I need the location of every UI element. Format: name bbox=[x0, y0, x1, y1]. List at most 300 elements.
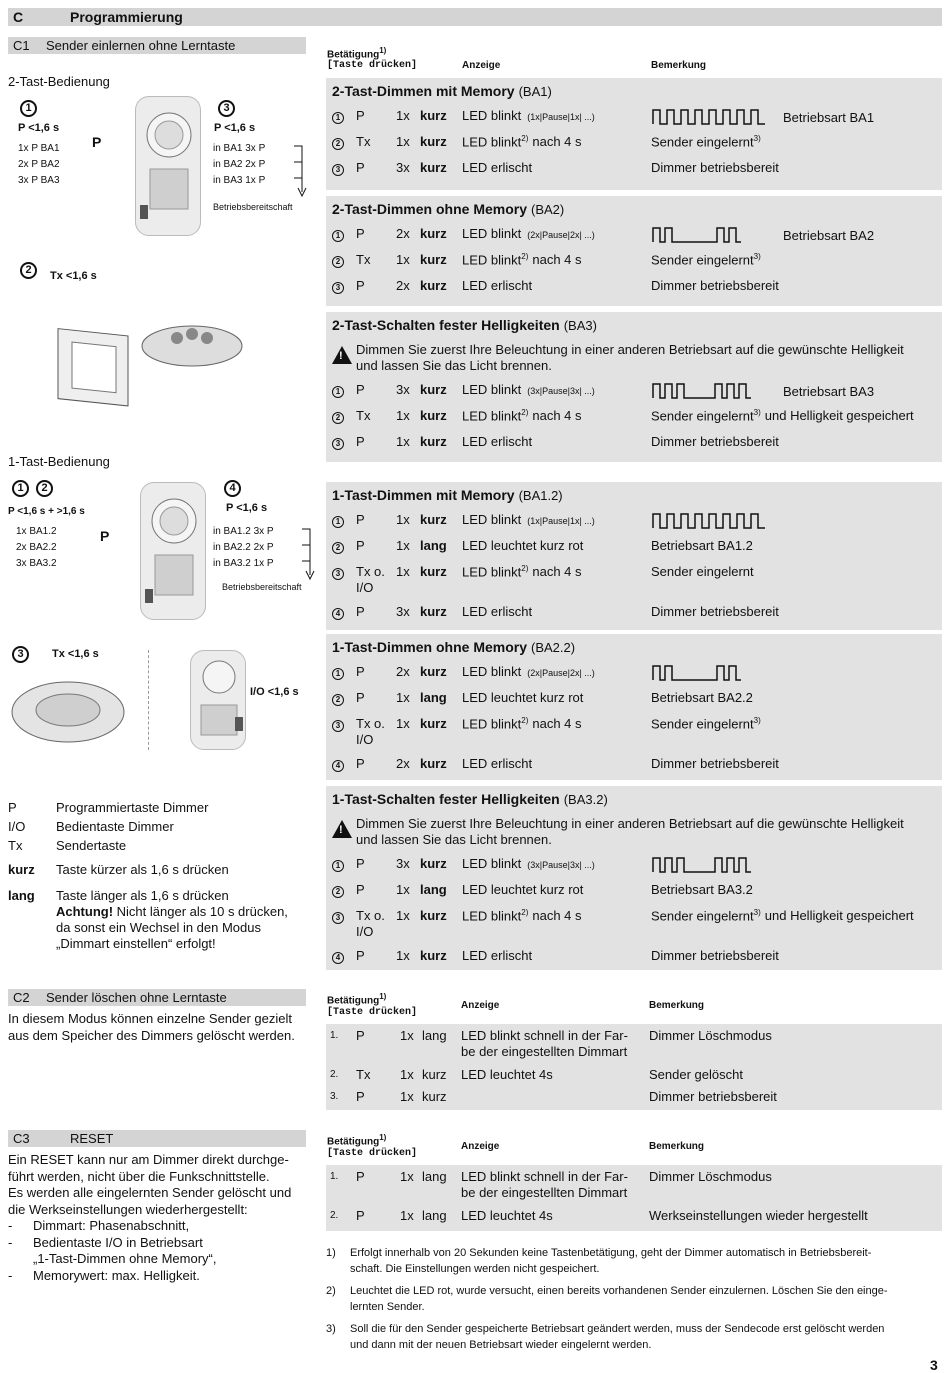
col-anzeige: Anzeige bbox=[462, 60, 501, 71]
c3-line: die Werkseinstellungen wiederhergestellt: bbox=[8, 1201, 248, 1217]
row-display bbox=[462, 756, 532, 771]
two-key-heading: 2-Tast-Bedienung bbox=[8, 74, 110, 89]
step-3-icon: 3 bbox=[332, 282, 344, 294]
row-remark bbox=[651, 716, 761, 731]
row-display-text: LED leuchtet kurz rot bbox=[462, 690, 584, 705]
row-key: Tx o. bbox=[356, 716, 385, 731]
chapter-letter: C bbox=[13, 9, 24, 25]
row-display bbox=[462, 434, 532, 449]
step-2-icon: 2 bbox=[332, 694, 344, 706]
blink-pattern-icon bbox=[651, 510, 771, 532]
row-display bbox=[462, 664, 595, 679]
row-display bbox=[462, 604, 532, 619]
section-title-text: 2-Tast-Dimmen mit Memory bbox=[332, 83, 515, 99]
c3-header bbox=[8, 1130, 306, 1147]
row-display bbox=[462, 948, 532, 963]
row-remark: Sender gelöscht bbox=[649, 1067, 743, 1082]
row-remark bbox=[651, 160, 779, 175]
footnote bbox=[326, 1246, 946, 1277]
mode-section-ba2 bbox=[326, 196, 942, 306]
col-betaetigung: Betätigung$^{1)}$ bbox=[327, 992, 387, 1007]
row-key: P bbox=[356, 664, 365, 679]
step-3-icon: 3 bbox=[332, 164, 344, 176]
row-duration: kurz bbox=[420, 856, 447, 871]
io-head: I/O <1,6 s bbox=[250, 686, 299, 698]
row-count: 1x bbox=[396, 716, 410, 731]
step-4-icon: 4 bbox=[332, 952, 344, 964]
blink-pattern-icon bbox=[651, 224, 771, 246]
c3-text bbox=[8, 1152, 291, 1284]
c2-number: C2 bbox=[13, 990, 30, 1005]
legend-value: Taste kürzer als 1,6 s drücken bbox=[56, 862, 229, 877]
step-2-icon: 2 bbox=[332, 542, 344, 554]
row-count: 1x bbox=[396, 252, 410, 267]
row-remark: Dimmer Löschmodus bbox=[649, 1169, 772, 1184]
col-taste: [Taste drücken] bbox=[327, 1007, 418, 1018]
bracket-arrow-icon bbox=[292, 140, 312, 200]
row-display-text: LED blinkt bbox=[462, 408, 522, 424]
row-display-suffix: nach 4 s bbox=[532, 408, 582, 424]
row-duration: lang bbox=[420, 882, 447, 897]
row-count: 1x bbox=[396, 908, 410, 923]
c3-number: C3 bbox=[13, 1131, 30, 1146]
footnote-ref: 3) bbox=[753, 908, 761, 917]
row-duration: lang bbox=[420, 538, 447, 553]
legend-value: Bedientaste Dimmer bbox=[56, 819, 174, 834]
row-display-text: LED blinkt bbox=[462, 134, 522, 150]
row-duration: lang bbox=[422, 1028, 447, 1043]
page-header bbox=[8, 8, 942, 26]
row-remark-text: Sender eingelernt bbox=[651, 564, 754, 579]
row-duration: lang bbox=[422, 1208, 447, 1223]
row-count: 2x bbox=[396, 226, 410, 241]
fig12-head: P <1,6 s + >1,6 s bbox=[8, 506, 85, 517]
row-count: 2x bbox=[396, 664, 410, 679]
col-anzeige: Anzeige bbox=[461, 1000, 500, 1011]
step-3-icon: 3 bbox=[218, 100, 235, 117]
footnotes bbox=[326, 1246, 946, 1353]
row-display-suffix: nach 4 s bbox=[532, 908, 582, 924]
section-title-text: 1-Tast-Schalten fester Helligkeiten bbox=[332, 791, 560, 807]
p-pointer-label: P bbox=[100, 528, 110, 544]
row-remark bbox=[651, 756, 779, 771]
row-key: P bbox=[356, 1208, 365, 1223]
warning-text: und lassen Sie das Licht brennen. bbox=[356, 358, 552, 373]
footnote-ref: 2) bbox=[521, 134, 529, 143]
row-duration: kurz bbox=[420, 664, 447, 679]
fig4-line: in BA3.2 1x P bbox=[213, 558, 274, 569]
remote-and-frame-icon bbox=[52, 318, 252, 428]
chapter-title: Programmierung bbox=[70, 9, 183, 25]
row-display-text: LED erlischt bbox=[462, 756, 533, 771]
row-key: P bbox=[356, 690, 365, 705]
row-remark-text: Dimmer betriebsbereit bbox=[651, 756, 779, 771]
warning-text: Dimmen Sie zuerst Ihre Beleuchtung in einer anderen Betriebsart auf die gewünschte Helligkeit bbox=[356, 816, 904, 831]
row-key: P bbox=[356, 160, 365, 175]
row-key-2: I/O bbox=[356, 580, 374, 595]
footnote bbox=[326, 1284, 946, 1315]
fig1-line: 2x P BA2 bbox=[18, 159, 60, 170]
row-key: Tx o. bbox=[356, 564, 385, 579]
row-remark-text: Dimmer betriebsbereit bbox=[651, 948, 779, 963]
row-display bbox=[462, 382, 595, 397]
c3-bullet-cont: „1-Tast-Dimmen ohne Memory“, bbox=[33, 1251, 217, 1266]
row-key: P bbox=[356, 756, 365, 771]
blink-pattern-icon bbox=[651, 662, 771, 684]
fig1-line: 3x P BA3 bbox=[18, 175, 60, 186]
row-number: 1. bbox=[330, 1030, 339, 1041]
row-duration: lang bbox=[422, 1169, 447, 1184]
row-display bbox=[462, 564, 582, 579]
legend-key: lang bbox=[8, 888, 35, 903]
row-count: 1x bbox=[396, 512, 410, 527]
row-display bbox=[462, 160, 532, 175]
section-code: (BA1.2) bbox=[518, 488, 563, 503]
row-display bbox=[462, 252, 582, 267]
section-title-text: 2-Tast-Schalten fester Helligkeiten bbox=[332, 317, 560, 333]
section-title-text: 2-Tast-Dimmen ohne Memory bbox=[332, 201, 527, 217]
row-display bbox=[462, 690, 583, 705]
row-remark-text: Betriebsart BA2.2 bbox=[651, 690, 753, 705]
figure-4 bbox=[212, 480, 322, 600]
row-display-text: LED leuchtet kurz rot bbox=[462, 538, 584, 553]
row-remark-text: Sender eingelernt bbox=[651, 408, 754, 424]
footnote-ref: 3) bbox=[753, 408, 761, 417]
footnote-line: Erfolgt innerhalb von 20 Sekunden keine Tastenbetätigung, geht der Dimmer automatisch in Betriebsbereit- bbox=[350, 1247, 872, 1259]
row-duration: kurz bbox=[420, 564, 447, 579]
row-duration: kurz bbox=[422, 1089, 447, 1104]
bracket-arrow-icon bbox=[300, 523, 320, 583]
fig4-line: in BA1.2 3x P bbox=[213, 526, 274, 537]
row-remark bbox=[651, 948, 779, 963]
step-4-icon: 4 bbox=[332, 760, 344, 772]
fig4-head: P <1,6 s bbox=[226, 502, 268, 514]
col-betaetigung: Betätigung$^{1)}$ bbox=[327, 1133, 387, 1148]
c3-bullet: - Bedientaste I/O in Betriebsart bbox=[8, 1234, 203, 1250]
row-display bbox=[462, 512, 595, 527]
row-duration: kurz bbox=[420, 716, 447, 731]
row-remark-text: Dimmer betriebsbereit bbox=[651, 604, 779, 619]
col-bemerkung: Bemerkung bbox=[649, 1000, 705, 1011]
legend-key: Tx bbox=[8, 838, 23, 853]
row-duration: kurz bbox=[420, 756, 447, 771]
warning-icon bbox=[332, 346, 352, 364]
row-display-text: LED erlischt bbox=[462, 948, 533, 963]
figure-3 bbox=[212, 100, 322, 220]
fig12-line: 1x BA1.2 bbox=[16, 526, 57, 537]
bullet-text: Dimmart: Phasenabschnitt, bbox=[33, 1218, 190, 1233]
row-key: P bbox=[356, 512, 365, 527]
dimmer-illustration bbox=[190, 650, 246, 750]
c3-bullet: - Dimmart: Phasenabschnitt, bbox=[8, 1218, 190, 1233]
table-header bbox=[326, 42, 942, 72]
legend-value: Taste länger als 1,6 s drücken bbox=[56, 888, 229, 903]
row-duration: lang bbox=[420, 690, 447, 705]
row-key: P bbox=[356, 434, 365, 449]
mode-section-ba3-2 bbox=[326, 786, 942, 970]
row-number: 1. bbox=[330, 1171, 339, 1182]
footnote-line: Leuchtet die LED rot, wurde versucht, einen bereits vorhandenen Sender einzulernen. Löschen Sie den einge- bbox=[350, 1285, 888, 1297]
row-count: 1x bbox=[396, 108, 410, 123]
row-display-text: LED blinkt bbox=[462, 512, 522, 527]
step-2-icon: 2 bbox=[332, 138, 344, 150]
row-remark: Dimmer betriebsbereit bbox=[649, 1089, 777, 1104]
section-title-text: 1-Tast-Dimmen mit Memory bbox=[332, 487, 515, 503]
one-key-heading: 1-Tast-Bedienung bbox=[8, 454, 110, 469]
warning-word: Achtung! bbox=[56, 904, 114, 919]
fig3-line: in BA2 2x P bbox=[213, 159, 266, 170]
row-duration: kurz bbox=[420, 948, 447, 963]
footnote-ref: 3) bbox=[753, 716, 761, 725]
c3-line: Ein RESET kann nur am Dimmer direkt durchge- bbox=[8, 1152, 289, 1167]
footnote-number: 3) bbox=[326, 1323, 336, 1335]
fig3-line: in BA1 3x P bbox=[213, 143, 266, 154]
mode-section-ba1-2 bbox=[326, 482, 942, 630]
step-4-icon: 4 bbox=[224, 480, 241, 497]
row-remark: Werkseinstellungen wieder hergestellt bbox=[649, 1208, 868, 1223]
row-remark-text: Dimmer betriebsbereit bbox=[651, 434, 779, 449]
footnote-line: lernten Sender. bbox=[350, 1300, 425, 1313]
row-display-text: LED leuchtet kurz rot bbox=[462, 882, 584, 897]
section-title bbox=[332, 317, 597, 333]
legend-key: P bbox=[8, 800, 17, 815]
wall-remote-icon bbox=[8, 670, 138, 750]
row-key: P bbox=[356, 856, 365, 871]
row-blink-seq: (1x|Pause|1x| ...) bbox=[527, 516, 595, 526]
row-duration: kurz bbox=[420, 226, 447, 241]
step-2-icon: 2 bbox=[20, 262, 37, 279]
row-remark bbox=[651, 408, 914, 423]
step-1-icon: 1 bbox=[332, 386, 344, 398]
warning-text: und lassen Sie das Licht brennen. bbox=[356, 832, 552, 847]
mode-section-ba1 bbox=[326, 78, 942, 190]
row-count: 2x bbox=[396, 756, 410, 771]
row-display bbox=[462, 226, 595, 241]
c2-text-2: aus dem Speicher des Dimmers gelöscht werden. bbox=[8, 1028, 295, 1043]
c3-bullet: - Memorywert: max. Helligkeit. bbox=[8, 1267, 200, 1283]
row-key: P bbox=[356, 226, 365, 241]
row-key-2: I/O bbox=[356, 732, 374, 747]
row-blink-seq: (2x|Pause|2x| ...) bbox=[527, 230, 595, 240]
row-display bbox=[462, 108, 595, 123]
section-code: (BA3.2) bbox=[563, 792, 608, 807]
c3-title: RESET bbox=[70, 1131, 114, 1146]
section-title bbox=[332, 791, 608, 807]
step-1-icon: 1 bbox=[12, 480, 29, 497]
warning-rest: Nicht länger als 10 s drücken, bbox=[113, 904, 288, 919]
row-duration: kurz bbox=[420, 512, 447, 527]
step-3-icon: 3 bbox=[332, 720, 344, 732]
row-blink-seq: (3x|Pause|3x| ...) bbox=[527, 860, 595, 870]
row-key: Tx bbox=[356, 134, 371, 149]
legend-key: kurz bbox=[8, 862, 35, 877]
row-count: 1x bbox=[396, 948, 410, 963]
ready-label: Betriebsbereitschaft bbox=[222, 582, 302, 592]
row-remark bbox=[651, 278, 779, 293]
row-display-suffix: nach 4 s bbox=[532, 252, 582, 268]
blink-pattern-icon bbox=[651, 106, 771, 128]
section-title-text: 1-Tast-Dimmen ohne Memory bbox=[332, 639, 527, 655]
step-1-icon: 1 bbox=[332, 112, 344, 124]
row-display bbox=[462, 908, 582, 923]
footnote-ref: 2) bbox=[521, 252, 529, 261]
c3-table bbox=[326, 1165, 942, 1231]
col-anzeige: Anzeige bbox=[461, 1141, 500, 1152]
row-blink-seq: (3x|Pause|3x| ...) bbox=[527, 386, 595, 396]
row-key: Tx o. bbox=[356, 908, 385, 923]
col-bemerkung: Bemerkung bbox=[651, 60, 707, 71]
fig4-line: in BA2.2 2x P bbox=[213, 542, 274, 553]
row-display-text: LED erlischt bbox=[462, 434, 533, 449]
row-remark bbox=[651, 134, 761, 149]
row-remark bbox=[651, 252, 761, 267]
footnote-number: 2) bbox=[326, 1285, 336, 1297]
row-duration: kurz bbox=[420, 108, 447, 123]
row-remark-text: Betriebsart BA1.2 bbox=[651, 538, 753, 553]
row-duration: kurz bbox=[420, 408, 447, 423]
step-2-icon: 2 bbox=[332, 412, 344, 424]
section-title bbox=[332, 487, 563, 503]
step-1-icon: 1 bbox=[332, 860, 344, 872]
row-key: P bbox=[356, 538, 365, 553]
legend-value: Sendertaste bbox=[56, 838, 127, 853]
step-1-icon: 1 bbox=[332, 668, 344, 680]
row-count: 3x bbox=[396, 856, 410, 871]
col-betaetigung: Betätigung$^{1)}$ bbox=[327, 46, 387, 61]
dimmer-illustration bbox=[135, 96, 201, 236]
c3-line: führt werden, nicht über die Funkschnittstelle. bbox=[8, 1168, 270, 1184]
footnote-line: schaft. Die Einstellungen werden nicht gespeichert. bbox=[350, 1262, 600, 1275]
col-bemerkung: Bemerkung bbox=[649, 1141, 705, 1152]
section-title bbox=[332, 201, 564, 217]
section-code: (BA2) bbox=[531, 202, 565, 217]
row-number: 3. bbox=[330, 1091, 339, 1102]
row-display-text: LED blinkt bbox=[462, 716, 522, 732]
legend-key: I/O bbox=[8, 819, 26, 834]
row-key: P bbox=[356, 278, 365, 293]
row-display-text: LED blinkt bbox=[462, 108, 522, 123]
c2-title: Sender löschen ohne Lerntaste bbox=[46, 990, 227, 1005]
row-duration: kurz bbox=[420, 278, 447, 293]
section-code: (BA3) bbox=[563, 318, 597, 333]
step-2-icon: 2 bbox=[36, 480, 53, 497]
c1-number: C1 bbox=[13, 38, 30, 53]
row-remark bbox=[651, 434, 779, 449]
row-remark bbox=[651, 604, 779, 619]
section-code: (BA1) bbox=[518, 84, 552, 99]
row-duration: kurz bbox=[420, 134, 447, 149]
footnote-ref: 2) bbox=[521, 408, 529, 417]
row-duration: kurz bbox=[420, 160, 447, 175]
row-count: 3x bbox=[396, 382, 410, 397]
c2-header bbox=[8, 989, 306, 1006]
row-display-suffix: nach 4 s bbox=[532, 564, 582, 580]
row-key: P bbox=[356, 1089, 365, 1104]
ready-label: Betriebsbereitschaft bbox=[213, 202, 293, 212]
row-display bbox=[462, 882, 583, 897]
row-display bbox=[462, 278, 532, 293]
mode-note: Betriebsart BA1 bbox=[783, 110, 875, 125]
row-count: 1x bbox=[400, 1089, 414, 1104]
legend-warning bbox=[56, 904, 288, 919]
c2-text-1: In diesem Modus können einzelne Sender gezielt bbox=[8, 1011, 293, 1026]
row-remark bbox=[651, 564, 754, 579]
row-display bbox=[462, 856, 595, 871]
row-display: LED leuchtet 4s bbox=[461, 1208, 553, 1223]
row-count: 1x bbox=[396, 538, 410, 553]
row-display-2: be der eingestellten Dimmart bbox=[461, 1044, 628, 1059]
section-title bbox=[332, 83, 552, 99]
row-duration: kurz bbox=[420, 434, 447, 449]
row-count: 1x bbox=[400, 1028, 414, 1043]
step-3-icon: 3 bbox=[332, 568, 344, 580]
c3-line: Es werden alle eingelernten Sender gelöscht und bbox=[8, 1185, 292, 1200]
row-remark-text: Sender eingelernt bbox=[651, 716, 754, 732]
blink-pattern-icon bbox=[651, 380, 771, 402]
row-display-text: LED blinkt bbox=[462, 856, 522, 871]
footnote-number: 1) bbox=[326, 1247, 336, 1259]
row-display: LED blinkt schnell in der Far- bbox=[461, 1169, 628, 1184]
section-code: (BA2.2) bbox=[531, 640, 576, 655]
row-key: P bbox=[356, 948, 365, 963]
row-remark-text: Sender eingelernt bbox=[651, 134, 754, 150]
row-duration: kurz bbox=[420, 252, 447, 267]
figure-1-2 bbox=[8, 480, 138, 580]
row-key-2: I/O bbox=[356, 924, 374, 939]
footnote-line: und dann mit der neuen Betriebsart wieder eingelernt werden. bbox=[350, 1338, 652, 1351]
row-remark-text: Sender eingelernt bbox=[651, 908, 754, 924]
row-display: LED leuchtet 4s bbox=[461, 1067, 553, 1082]
step-2-icon: 2 bbox=[332, 256, 344, 268]
c3-table-header bbox=[326, 1133, 942, 1163]
step-3-icon: 3 bbox=[12, 646, 29, 663]
row-number: 2. bbox=[330, 1069, 339, 1080]
row-blink-seq: (2x|Pause|2x| ...) bbox=[527, 668, 595, 678]
row-key: Tx bbox=[356, 252, 371, 267]
step-3-icon: 3 bbox=[332, 912, 344, 924]
warning-icon bbox=[332, 820, 352, 838]
col-taste: [Taste drücken] bbox=[327, 1148, 418, 1159]
mode-section-ba3 bbox=[326, 312, 942, 462]
p-pointer-label: P bbox=[92, 134, 102, 150]
fig12-line: 2x BA2.2 bbox=[16, 542, 57, 553]
c1-title: Sender einlernen ohne Lerntaste bbox=[46, 38, 236, 53]
c1-header bbox=[8, 37, 306, 54]
row-duration: kurz bbox=[422, 1067, 447, 1082]
footnote-line: Soll die für den Sender gespeicherte Betriebsart geändert werden, muss der Sendecode erst gelöscht werden bbox=[350, 1323, 885, 1335]
fig1-head: P <1,6 s bbox=[18, 122, 60, 134]
fig3b-head: Tx <1,6 s bbox=[52, 648, 99, 660]
c2-table bbox=[326, 1024, 942, 1110]
row-count: 3x bbox=[396, 160, 410, 175]
dimmer-icon bbox=[191, 651, 247, 751]
row-remark-suffix: und Helligkeit gespeichert bbox=[764, 408, 914, 424]
row-count: 1x bbox=[396, 408, 410, 423]
row-duration: kurz bbox=[420, 604, 447, 619]
footnote-ref: 3) bbox=[753, 134, 761, 143]
col-taste: [Taste drücken] bbox=[327, 60, 418, 71]
row-display-text: LED blinkt bbox=[462, 252, 522, 268]
row-display: LED blinkt schnell in der Far- bbox=[461, 1028, 628, 1043]
row-display-text: LED erlischt bbox=[462, 160, 533, 175]
row-display-text: LED blinkt bbox=[462, 908, 522, 924]
row-display-suffix: nach 4 s bbox=[532, 716, 582, 732]
step-1-icon: 1 bbox=[332, 230, 344, 242]
dimmer-icon bbox=[141, 483, 207, 621]
footnote-ref: 2) bbox=[521, 716, 529, 725]
row-count: 1x bbox=[400, 1169, 414, 1184]
mode-note: Betriebsart BA2 bbox=[783, 228, 875, 243]
